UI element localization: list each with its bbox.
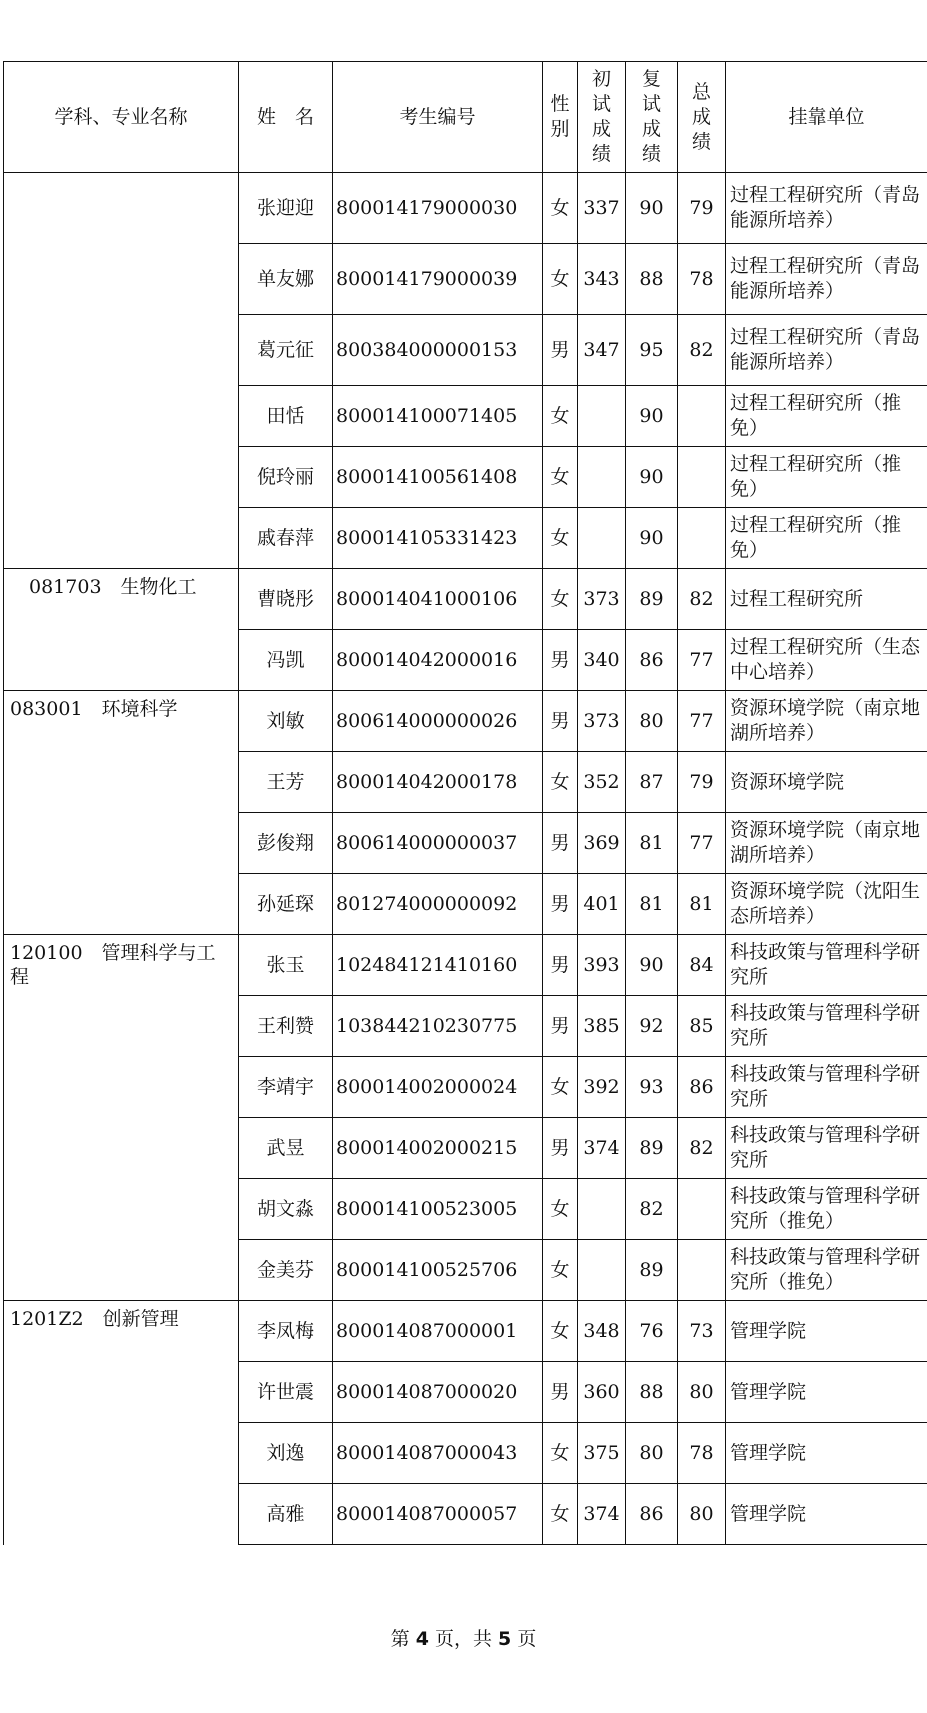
gender: 女 [543, 447, 578, 508]
header-subject: 学科、专业名称 [4, 62, 239, 173]
total-score: 85 [678, 996, 726, 1057]
gender: 男 [543, 315, 578, 386]
total-score: 82 [678, 1118, 726, 1179]
unit: 过程工程研究所（青岛能源所培养） [726, 244, 927, 315]
table-row [4, 173, 927, 244]
total-score: 77 [678, 813, 726, 874]
initial-score: 360 [578, 1362, 626, 1423]
student-name: 高雅 [239, 1484, 333, 1545]
table-row [4, 935, 927, 996]
gender: 男 [543, 691, 578, 752]
exam-id: 800014100561408 [333, 447, 543, 508]
page-footer [0, 1627, 927, 1651]
table-body [4, 173, 927, 1545]
gender: 女 [543, 173, 578, 244]
initial-score: 374 [578, 1118, 626, 1179]
header-retest-score: 复试成绩 [626, 62, 678, 173]
retest-score: 90 [626, 386, 678, 447]
initial-score [578, 386, 626, 447]
gender: 女 [543, 752, 578, 813]
retest-score: 86 [626, 630, 678, 691]
initial-score: 373 [578, 569, 626, 630]
student-name: 倪玲丽 [239, 447, 333, 508]
gender: 男 [543, 630, 578, 691]
footer-total-pages: 5 [498, 1628, 512, 1650]
unit: 科技政策与管理科学研究所 [726, 996, 927, 1057]
initial-score [578, 1179, 626, 1240]
initial-score: 352 [578, 752, 626, 813]
student-name: 孙延琛 [239, 874, 333, 935]
total-score: 84 [678, 935, 726, 996]
initial-score: 392 [578, 1057, 626, 1118]
total-score: 81 [678, 874, 726, 935]
retest-score: 82 [626, 1179, 678, 1240]
gender: 男 [543, 935, 578, 996]
retest-score: 93 [626, 1057, 678, 1118]
total-score: 82 [678, 315, 726, 386]
exam-id: 800014087000020 [333, 1362, 543, 1423]
student-name: 李凤梅 [239, 1301, 333, 1362]
unit: 管理学院 [726, 1423, 927, 1484]
retest-score: 76 [626, 1301, 678, 1362]
total-score: 73 [678, 1301, 726, 1362]
unit: 过程工程研究所（推免） [726, 508, 927, 569]
exam-id: 800014042000178 [333, 752, 543, 813]
retest-score: 80 [626, 1423, 678, 1484]
initial-score: 385 [578, 996, 626, 1057]
retest-score: 87 [626, 752, 678, 813]
student-name: 张迎迎 [239, 173, 333, 244]
initial-score [578, 508, 626, 569]
initial-score: 393 [578, 935, 626, 996]
total-score: 80 [678, 1484, 726, 1545]
exam-id: 800384000000153 [333, 315, 543, 386]
total-score [678, 508, 726, 569]
student-name: 冯凯 [239, 630, 333, 691]
header-name: 姓 名 [239, 62, 333, 173]
retest-score: 88 [626, 1362, 678, 1423]
gender: 女 [543, 244, 578, 315]
total-score: 80 [678, 1362, 726, 1423]
table-row [4, 1301, 927, 1362]
unit: 管理学院 [726, 1484, 927, 1545]
retest-score: 81 [626, 813, 678, 874]
retest-score: 92 [626, 996, 678, 1057]
total-score [678, 1240, 726, 1301]
student-name: 张玉 [239, 935, 333, 996]
unit: 过程工程研究所（生态中心培养） [726, 630, 927, 691]
student-name: 田恬 [239, 386, 333, 447]
student-name: 金美芬 [239, 1240, 333, 1301]
unit: 过程工程研究所（青岛能源所培养） [726, 173, 927, 244]
student-name: 胡文淼 [239, 1179, 333, 1240]
initial-score: 373 [578, 691, 626, 752]
gender: 女 [543, 1423, 578, 1484]
table-row [4, 569, 927, 630]
gender: 女 [543, 1240, 578, 1301]
header-exam-id: 考生编号 [333, 62, 543, 173]
total-score: 82 [678, 569, 726, 630]
student-name: 葛元征 [239, 315, 333, 386]
unit: 科技政策与管理科学研究所（推免） [726, 1240, 927, 1301]
gender: 男 [543, 874, 578, 935]
exam-id: 800014087000001 [333, 1301, 543, 1362]
exam-id: 800014105331423 [333, 508, 543, 569]
student-name: 刘逸 [239, 1423, 333, 1484]
footer-page-number: 4 [415, 1628, 429, 1650]
retest-score: 89 [626, 569, 678, 630]
subject-cell: 120100 管理科学与工程 [4, 935, 239, 1301]
unit: 资源环境学院（南京地湖所培养） [726, 691, 927, 752]
footer-prefix: 第 [390, 1628, 416, 1650]
exam-id: 800014042000016 [333, 630, 543, 691]
total-score [678, 386, 726, 447]
total-score: 86 [678, 1057, 726, 1118]
initial-score: 401 [578, 874, 626, 935]
exam-id: 800014100523005 [333, 1179, 543, 1240]
subject-cell: 083001 环境科学 [4, 691, 239, 935]
exam-id: 800014002000024 [333, 1057, 543, 1118]
total-score [678, 1179, 726, 1240]
exam-id: 800014100525706 [333, 1240, 543, 1301]
header-gender: 性别 [543, 62, 578, 173]
retest-score: 90 [626, 447, 678, 508]
initial-score: 347 [578, 315, 626, 386]
header-total-score: 总成绩 [678, 62, 726, 173]
exam-id: 103844210230775 [333, 996, 543, 1057]
retest-score: 80 [626, 691, 678, 752]
unit: 科技政策与管理科学研究所 [726, 1057, 927, 1118]
total-score: 77 [678, 630, 726, 691]
total-score: 78 [678, 244, 726, 315]
exam-id: 800614000000026 [333, 691, 543, 752]
header-initial-score: 初试成绩 [578, 62, 626, 173]
initial-score: 348 [578, 1301, 626, 1362]
subject-cell [4, 173, 239, 569]
subject-cell: 081703 生物化工 [4, 569, 239, 691]
gender: 女 [543, 569, 578, 630]
gender: 男 [543, 813, 578, 874]
total-score: 79 [678, 173, 726, 244]
gender: 女 [543, 1484, 578, 1545]
exam-id: 102484121410160 [333, 935, 543, 996]
retest-score: 90 [626, 173, 678, 244]
unit: 资源环境学院（南京地湖所培养） [726, 813, 927, 874]
initial-score: 343 [578, 244, 626, 315]
retest-score: 89 [626, 1240, 678, 1301]
header-unit: 挂靠单位 [726, 62, 927, 173]
student-name: 曹晓彤 [239, 569, 333, 630]
unit: 过程工程研究所 [726, 569, 927, 630]
retest-score: 95 [626, 315, 678, 386]
total-score [678, 447, 726, 508]
unit: 科技政策与管理科学研究所 [726, 1118, 927, 1179]
total-score: 77 [678, 691, 726, 752]
unit: 过程工程研究所（青岛能源所培养） [726, 315, 927, 386]
initial-score: 375 [578, 1423, 626, 1484]
retest-score: 89 [626, 1118, 678, 1179]
subject-cell: 1201Z2 创新管理 [4, 1301, 239, 1545]
gender: 男 [543, 1362, 578, 1423]
unit: 过程工程研究所（推免） [726, 447, 927, 508]
unit: 科技政策与管理科学研究所（推免） [726, 1179, 927, 1240]
student-name: 单友娜 [239, 244, 333, 315]
student-name: 王利赞 [239, 996, 333, 1057]
total-score: 78 [678, 1423, 726, 1484]
student-name: 戚春萍 [239, 508, 333, 569]
unit: 资源环境学院 [726, 752, 927, 813]
initial-score: 340 [578, 630, 626, 691]
retest-score: 90 [626, 935, 678, 996]
exam-id: 800014087000057 [333, 1484, 543, 1545]
initial-score: 337 [578, 173, 626, 244]
gender: 女 [543, 1179, 578, 1240]
exam-id: 800014100071405 [333, 386, 543, 447]
gender: 女 [543, 386, 578, 447]
footer-suffix: 页 [511, 1628, 537, 1650]
exam-id: 800014087000043 [333, 1423, 543, 1484]
gender: 女 [543, 1301, 578, 1362]
student-name: 李靖宇 [239, 1057, 333, 1118]
unit: 科技政策与管理科学研究所 [726, 935, 927, 996]
unit: 资源环境学院（沈阳生态所培养） [726, 874, 927, 935]
retest-score: 90 [626, 508, 678, 569]
exam-id: 800614000000037 [333, 813, 543, 874]
student-name: 许世震 [239, 1362, 333, 1423]
gender: 女 [543, 508, 578, 569]
student-name: 彭俊翔 [239, 813, 333, 874]
retest-score: 86 [626, 1484, 678, 1545]
initial-score [578, 1240, 626, 1301]
total-score: 79 [678, 752, 726, 813]
unit: 过程工程研究所（推免） [726, 386, 927, 447]
student-name: 刘敏 [239, 691, 333, 752]
retest-score: 88 [626, 244, 678, 315]
initial-score: 369 [578, 813, 626, 874]
student-name: 武昱 [239, 1118, 333, 1179]
unit: 管理学院 [726, 1362, 927, 1423]
exam-id: 801274000000092 [333, 874, 543, 935]
initial-score: 374 [578, 1484, 626, 1545]
gender: 男 [543, 996, 578, 1057]
gender: 男 [543, 1118, 578, 1179]
gender: 女 [543, 1057, 578, 1118]
admission-table [3, 61, 927, 1545]
exam-id: 800014179000039 [333, 244, 543, 315]
unit: 管理学院 [726, 1301, 927, 1362]
student-name: 王芳 [239, 752, 333, 813]
initial-score [578, 447, 626, 508]
exam-id: 800014002000215 [333, 1118, 543, 1179]
footer-middle: 页，共 [428, 1628, 499, 1650]
retest-score: 81 [626, 874, 678, 935]
exam-id: 800014179000030 [333, 173, 543, 244]
table-row [4, 691, 927, 752]
exam-id: 800014041000106 [333, 569, 543, 630]
table-header [4, 62, 927, 173]
